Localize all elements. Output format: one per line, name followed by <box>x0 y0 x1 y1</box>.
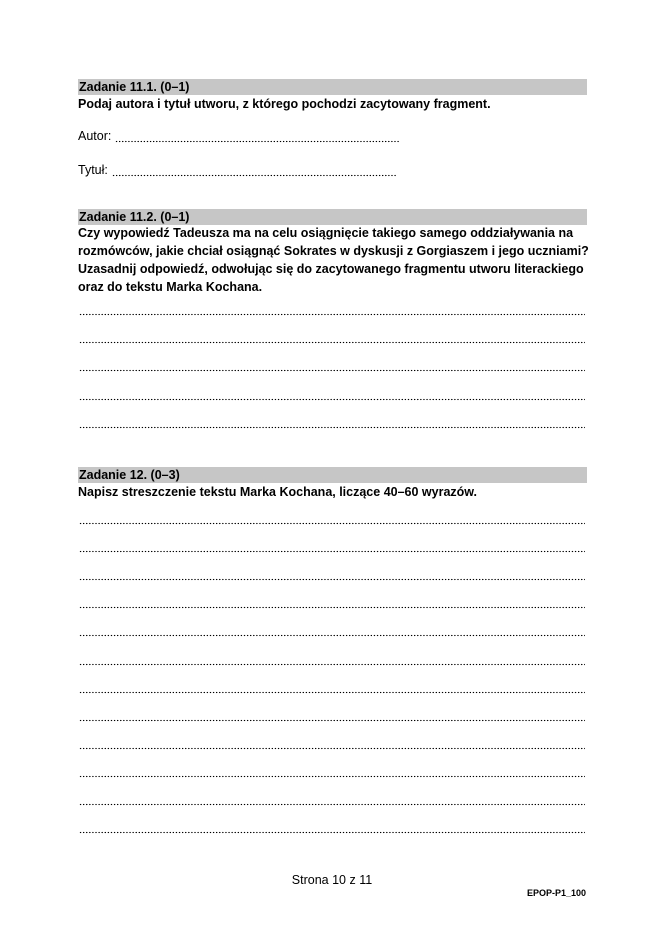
answer-line[interactable] <box>79 634 585 638</box>
exam-code: EPOP-P1_100 <box>526 888 586 898</box>
answer-line[interactable] <box>79 550 585 554</box>
answer-line[interactable] <box>79 747 585 751</box>
task-11-2-header: Zadanie 11.2. (0–1) <box>78 209 587 225</box>
answer-line[interactable] <box>79 578 585 582</box>
answer-line[interactable] <box>79 398 585 402</box>
answer-line[interactable] <box>79 663 585 667</box>
answer-line[interactable] <box>79 369 585 373</box>
answer-line[interactable] <box>79 313 585 317</box>
title-answer-line[interactable] <box>112 162 397 178</box>
title-field[interactable] <box>78 162 397 178</box>
answer-line[interactable] <box>79 691 585 695</box>
page-number: Strona 10 z 11 <box>291 873 373 887</box>
answer-line[interactable] <box>79 775 585 779</box>
answer-line[interactable] <box>79 606 585 610</box>
author-label: Autor: <box>78 129 112 143</box>
task-11-2-instruction: Czy wypowiedź Tadeusza ma na celu osiągnięcie takiego samego oddziaływania na rozmówców, jakie chciał osiągnąć Sokrates w dyskusji z Gorgiaszem i jego uczniami? Uzasadnij odpowiedź, odwołując się do zacytowanego fragmentu utworu literackiego oraz do tekstu Marka Kochana. <box>78 226 589 294</box>
task-12-instruction: Napisz streszczenie tekstu Marka Kochana, liczące 40–60 wyrazów. <box>78 485 478 499</box>
author-answer-line[interactable] <box>115 128 400 144</box>
task-11-1-header: Zadanie 11.1. (0–1) <box>78 79 587 95</box>
answer-line[interactable] <box>79 803 585 807</box>
answer-line[interactable] <box>79 831 585 835</box>
answer-line[interactable] <box>79 522 585 526</box>
task-11-1-instruction: Podaj autora i tytuł utworu, z którego pochodzi zacytowany fragment. <box>78 97 491 111</box>
answer-line[interactable] <box>79 426 585 430</box>
author-field[interactable] <box>78 128 400 144</box>
task-12-header: Zadanie 12. (0–3) <box>78 467 587 483</box>
title-label: Tytuł: <box>78 163 108 177</box>
answer-line[interactable] <box>79 719 585 723</box>
answer-line[interactable] <box>79 341 585 345</box>
